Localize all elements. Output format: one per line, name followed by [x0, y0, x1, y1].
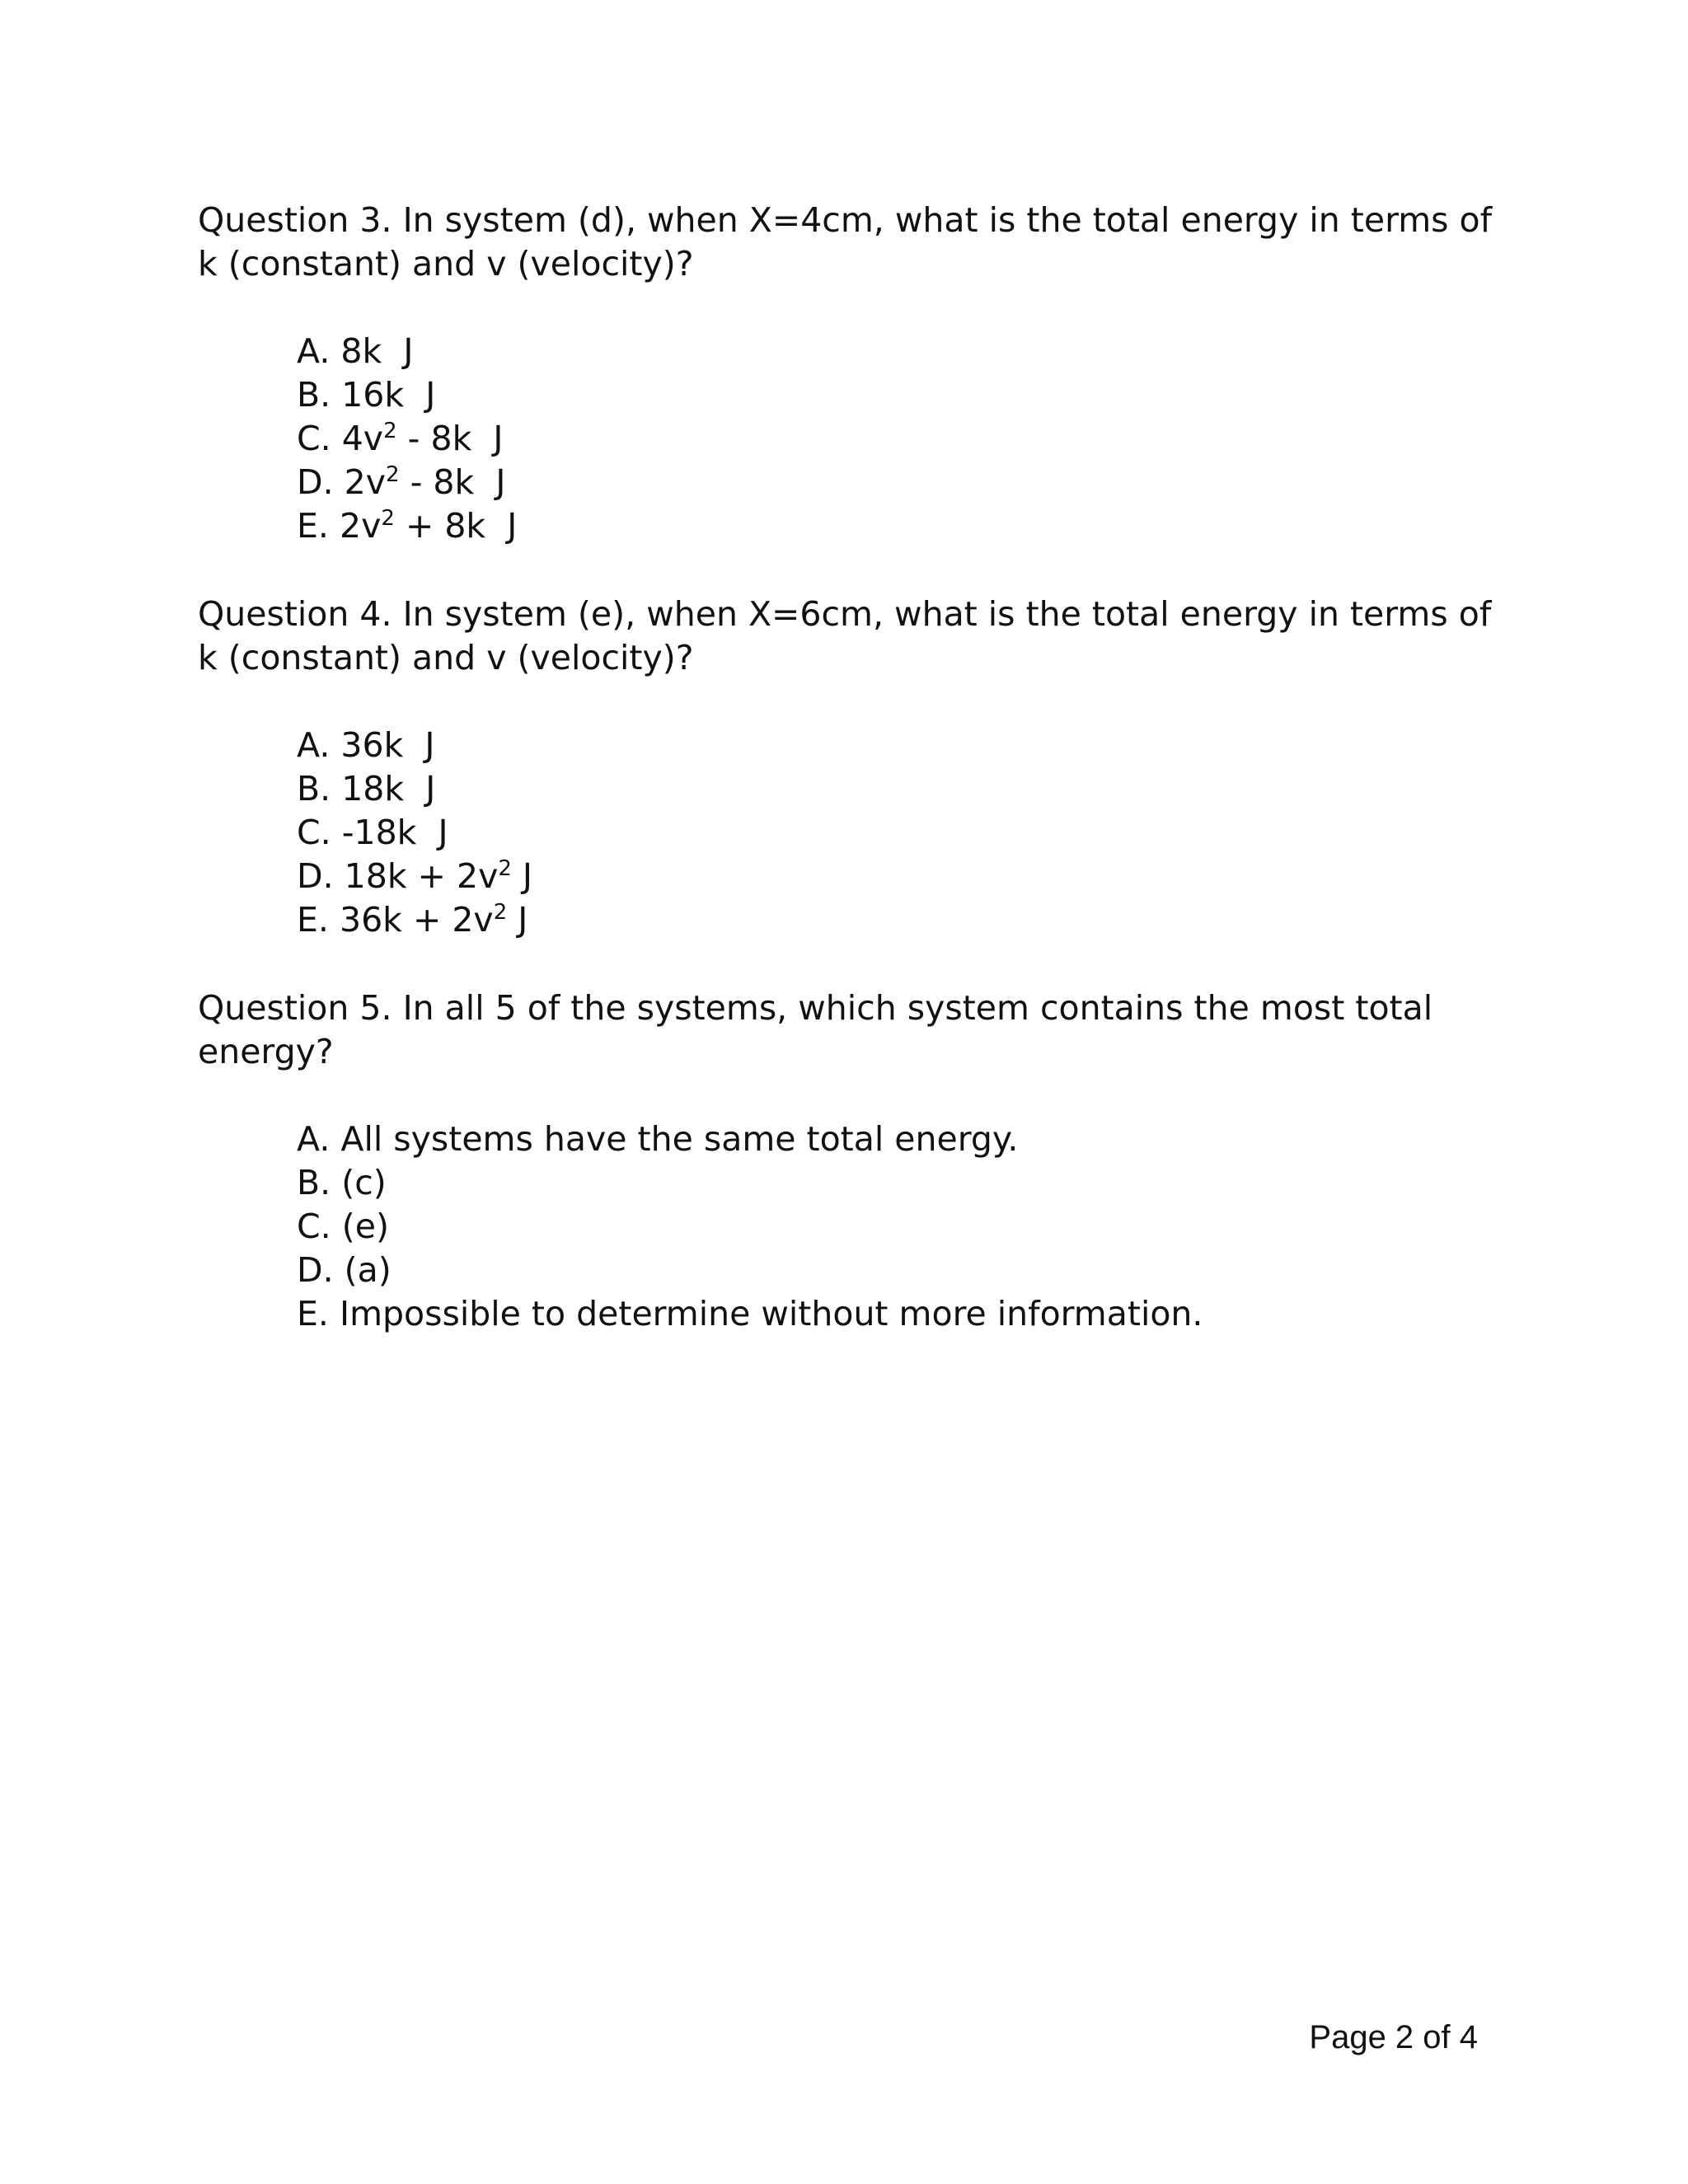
option-text: 36k — [340, 725, 404, 765]
option-label: D. — [297, 1250, 334, 1290]
option-label: E. — [297, 1294, 329, 1333]
question-text: Question 3. In system (d), when X=4cm, what is the total energy in terms of k (constant) and v (velocity)? — [198, 200, 1503, 284]
option-text: 2v — [340, 506, 382, 546]
answer-option-a — [297, 330, 517, 373]
answer-option-d — [297, 1249, 1203, 1292]
answer-options — [297, 724, 532, 942]
option-label: C. — [297, 419, 331, 458]
option-text: (a) — [344, 1250, 392, 1290]
question-text: Question 4. In system (e), when X=6cm, what is the total energy in terms of k (constant) and v (velocity)? — [198, 594, 1503, 677]
option-text: 18k + 2v — [344, 856, 499, 896]
answer-option-c — [297, 1205, 1203, 1249]
option-label: C. — [297, 813, 331, 852]
answer-option-b — [297, 1161, 1203, 1205]
option-text: 2v — [344, 462, 387, 502]
option-text-suffix: J — [511, 856, 533, 896]
option-label: C. — [297, 1207, 331, 1246]
question-4 — [198, 593, 1503, 940]
option-text-suffix: J — [404, 769, 436, 808]
answer-option-e — [297, 504, 517, 548]
option-text: (c) — [341, 1163, 387, 1202]
option-label: E. — [297, 506, 329, 546]
answer-options — [297, 330, 517, 548]
question-3 — [198, 199, 1503, 546]
answer-option-a — [297, 724, 532, 767]
option-text-suffix: J — [507, 900, 528, 940]
answer-option-e — [297, 898, 532, 942]
option-text-suffix: J — [403, 725, 435, 765]
option-text: All systems have the same total energy. — [340, 1119, 1019, 1159]
option-label: A. — [297, 1119, 331, 1159]
answer-options — [297, 1118, 1203, 1336]
option-label: A. — [297, 725, 331, 765]
answer-option-c — [297, 417, 517, 461]
answer-option-b — [297, 767, 532, 811]
option-label: E. — [297, 900, 329, 940]
option-text: -18k — [341, 813, 417, 852]
option-label: B. — [297, 1163, 331, 1202]
option-superscript: 2 — [383, 419, 397, 443]
option-text: 8k — [340, 331, 382, 371]
answer-option-e — [297, 1292, 1203, 1336]
option-text: Impossible to determine without more information. — [340, 1294, 1203, 1333]
option-text: 18k — [341, 769, 405, 808]
option-superscript: 2 — [381, 506, 395, 531]
option-superscript: 2 — [493, 900, 508, 925]
question-5 — [198, 987, 1500, 1333]
answer-option-d — [297, 855, 532, 898]
option-superscript: 2 — [386, 462, 400, 487]
option-label: B. — [297, 375, 331, 415]
option-superscript: 2 — [498, 856, 512, 881]
answer-option-d — [297, 461, 517, 504]
answer-option-b — [297, 373, 517, 417]
option-text-suffix: - 8k J — [396, 419, 504, 458]
option-text: 36k + 2v — [340, 900, 494, 940]
option-text: 16k — [341, 375, 405, 415]
option-text-suffix: + 8k J — [394, 506, 518, 546]
answer-option-a — [297, 1118, 1203, 1161]
option-text-suffix: - 8k J — [399, 462, 506, 502]
option-text-suffix: J — [404, 375, 436, 415]
option-label: D. — [297, 462, 334, 502]
question-text: Question 5. In all 5 of the systems, which system contains the most total energy? — [198, 988, 1444, 1071]
option-label: D. — [297, 856, 334, 896]
option-text: (e) — [341, 1207, 389, 1246]
page-number: Page 2 of 4 — [1309, 2019, 1478, 2055]
option-text-suffix: J — [416, 813, 448, 852]
answer-option-c — [297, 811, 532, 855]
option-label: A. — [297, 331, 331, 371]
option-text-suffix: J — [382, 331, 414, 371]
option-text: 4v — [341, 419, 384, 458]
option-label: B. — [297, 769, 331, 808]
